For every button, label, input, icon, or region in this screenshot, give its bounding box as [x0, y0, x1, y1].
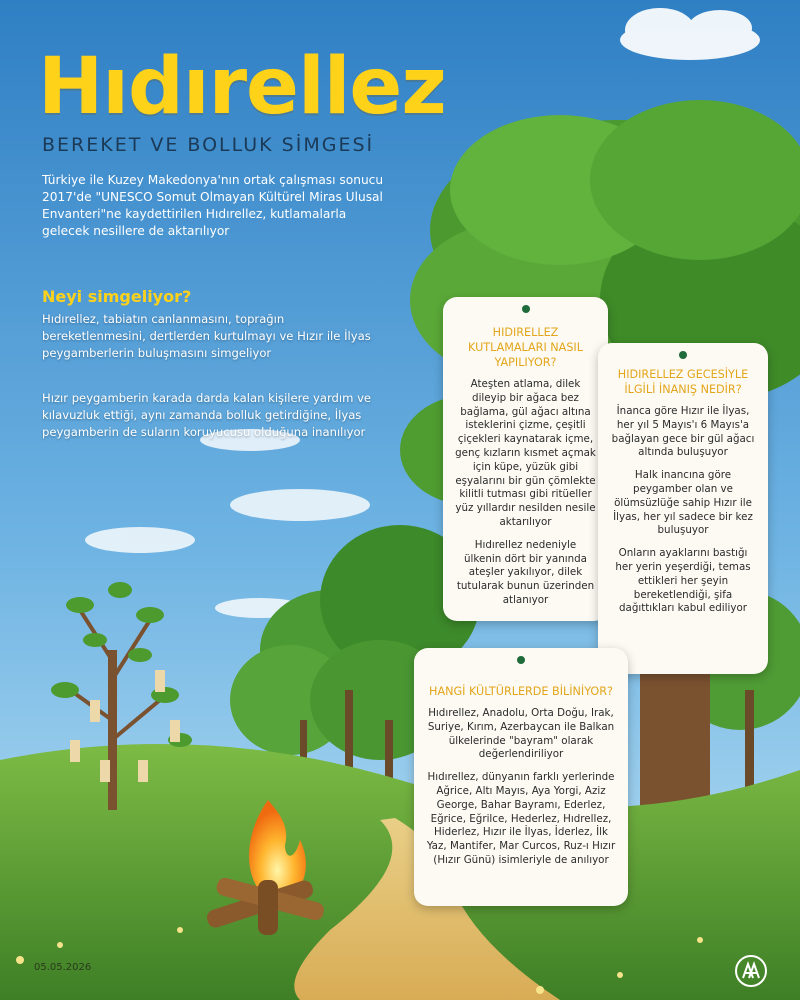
card-hole [522, 305, 530, 313]
section-paragraph: Hızır peygamberin karada darda kalan kişilere yardım ve kılavuzluk ettiği, aynı zamanda bolluk getirdiğine, İlyas peygamberin de suların koruyucusu olduğuna inanılıyor [42, 391, 372, 439]
card-paragraph: Hıdırellez nedeniyle ülkenin dört bir yanında ateşler yakılıyor, dilek tutularak bunun üzerinden atlanıyor [456, 538, 595, 606]
aa-logo-icon [735, 955, 767, 987]
intro-text: Türkiye ile Kuzey Makedonya'nın ortak çalışması sonucu 2017'de "UNESCO Somut Olmayan Kültürel Miras Ulusal Envanteri"ne kaydettirilen Hıdırellez, kutlamalarla gelecek nesillere de aktarılıyor [42, 173, 384, 238]
page-subtitle: BEREKET VE BOLLUK SİMGESİ [42, 134, 375, 156]
card-paragraph: Ateşten atlama, dilek dileyip bir ağaca bez bağlama, gül ağacı altına isteklerini çizme, çeşitli çiçekleri kaynatarak içme, genç kızların kısmet açmak için küpe, yüzük gibi eşyalarını bir gün çömlekte kilitli tutması gibi ritüeller yüz yıllardır nesilden nesile aktarılıyor [455, 378, 596, 528]
card-paragraph: Hıdırellez, dünyanın farklı yerlerinde Ağrice, Altı Mayıs, Aya Yorgi, Aziz George, Bahar Bayramı, Ederlez, Eğrice, Eğrilce, Hederlez, Hıdrellez, Hiderlez, Hızır ile İlyas, İderlez, İlk Yaz, Mantifer, Mar Curcos, Ruz-ı Hızır (Hızır Günü) isimleriyle de anılıyor [426, 771, 616, 866]
card-paragraph: İnanca göre Hızır ile İlyas, her yıl 5 Mayıs'ı 6 Mayıs'a bağlayan gece bir gül ağacı altında buluşuyor [611, 405, 755, 459]
card-title: HIDIRELLEZ GECESİYLE İLGİLİ İNANIŞ NEDİR? [617, 368, 749, 396]
info-card-cultures [414, 648, 628, 906]
page-title: Hıdırellez [38, 42, 446, 132]
info-card-belief [598, 343, 768, 674]
section-heading: Neyi simgeliyor? [42, 287, 192, 306]
card-paragraph: Halk inancına göre peygamber olan ve ölümsüzlüğe sahip Hızır ile İlyas, her yıl sadece bir kez buluşuyor [613, 469, 753, 537]
card-paragraph: Hıdırellez, Anadolu, Orta Doğu, Irak, Suriye, Kırım, Azerbaycan ile Balkan ülkelerinde "bayram" olarak değerlendiriliyor [427, 707, 615, 761]
info-card-celebrations [443, 297, 608, 621]
card-title: HANGİ KÜLTÜRLERDE BİLİNİYOR? [429, 685, 613, 698]
publish-date: 05.05.2026 [34, 962, 92, 973]
card-hole [679, 351, 687, 359]
section-paragraph: Hıdırellez, tabiatın canlanmasını, toprağın bereketlenmesini, dertlerden kurtulmayı ve Hızır ile İlyas peygamberlerin buluşmasını simgeliyor [42, 312, 371, 360]
card-hole [517, 656, 525, 664]
card-paragraph: Onların ayaklarını bastığı her yerin yeşerdiği, temas ettikleri her şeyin bereketlendiği, şifa dağıttıkları kabul ediliyor [615, 547, 751, 615]
card-title: HIDIRELLEZ KUTLAMALARI NASIL YAPILIYOR? [468, 326, 583, 369]
